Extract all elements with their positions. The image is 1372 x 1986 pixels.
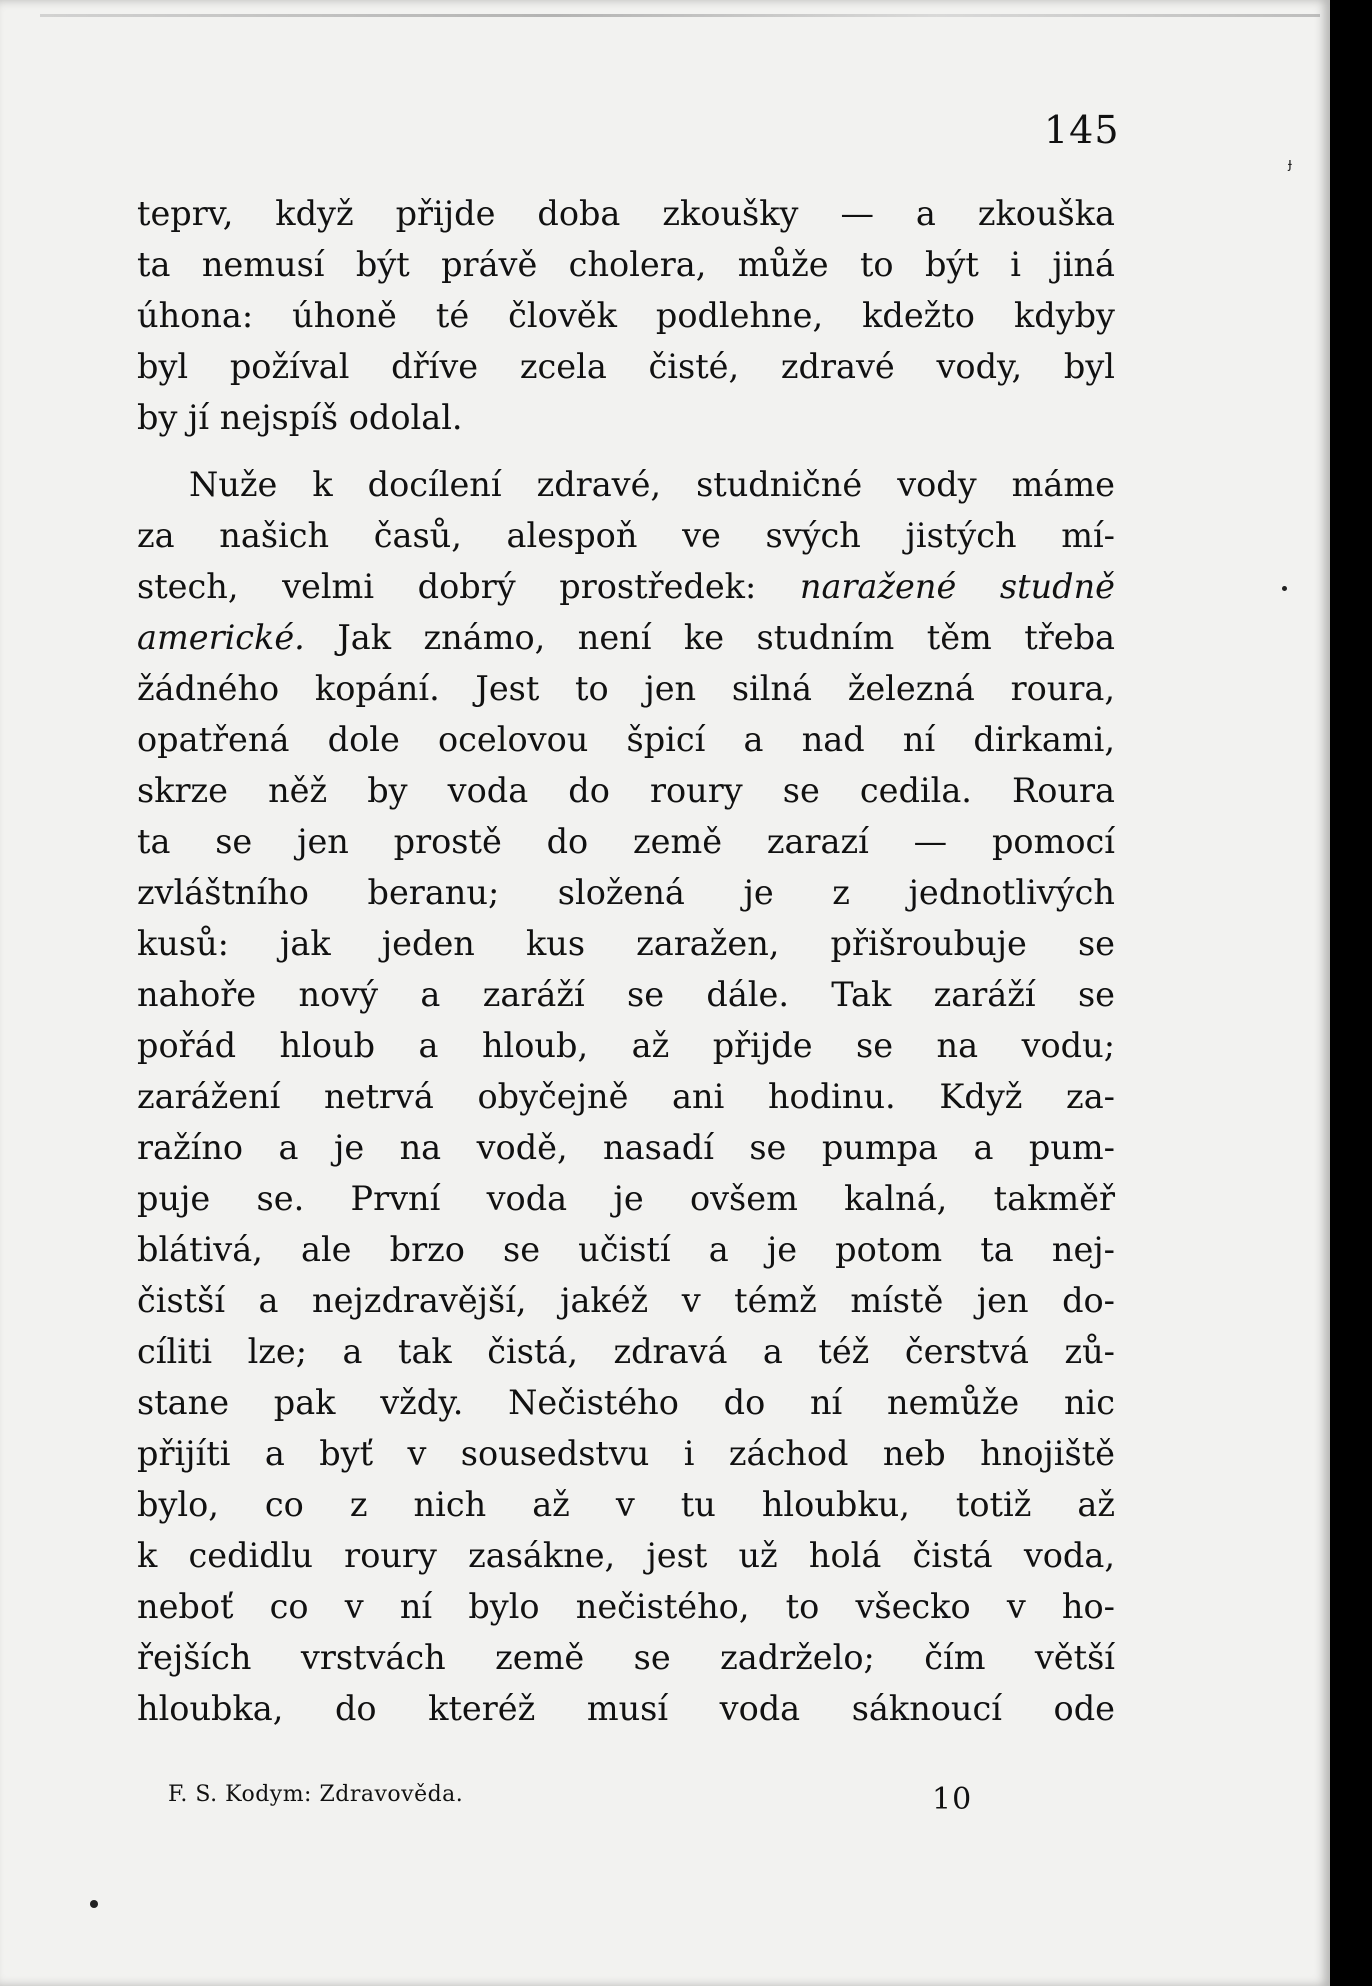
text-line: ta nemusí být právě cholera, může to být i jiná (137, 245, 1115, 284)
body-text (137, 188, 1115, 1734)
signature-mark: 10 (932, 1782, 973, 1817)
text-line (137, 561, 1115, 612)
text-line: ta se jen prostě do země zarazí — pomocí (137, 822, 1115, 861)
margin-mark: ɟ (1288, 156, 1292, 172)
text-line: řejších vrstvách země se zadrželo; čím větší (137, 1638, 1115, 1677)
text-line: za našich časů, alespoň ve svých jistých mí- (137, 516, 1115, 555)
text-line: hloubka, do kteréž musí voda sáknoucí ode (137, 1689, 1115, 1728)
page-top-edge (40, 14, 1320, 17)
text-fragment: Jak známo, není ke studním těm třeba (337, 618, 1115, 657)
text-line (137, 612, 1115, 663)
text-line: nahoře nový a zaráží se dále. Tak zaráží se (137, 975, 1115, 1014)
ink-speck (1282, 586, 1287, 591)
text-line: bylo, co z nich až v tu hloubku, totiž až (137, 1485, 1115, 1524)
text-line: žádného kopání. Jest to jen silná železná roura, (137, 669, 1115, 708)
text-line: teprv, když přijde doba zkoušky — a zkouška (137, 194, 1115, 233)
text-line: ražíno a je na vodě, nasadí se pumpa a pum- (137, 1128, 1115, 1167)
text-line: zarážení netrvá obyčejně ani hodinu. Když za- (137, 1077, 1115, 1116)
ink-speck (90, 1900, 98, 1908)
text-line: pořád hloub a hloub, až přijde se na vodu; (137, 1026, 1115, 1065)
text-line: byl požíval dříve zcela čisté, zdravé vody, byl (137, 347, 1115, 386)
text-line: kusů: jak jeden kus zaražen, přišroubuje se (137, 924, 1115, 963)
text-line: opatřená dole ocelovou špicí a nad ní dirkami, (137, 720, 1115, 759)
text-line: k cedidlu roury zasákne, jest už holá čistá voda, (137, 1536, 1115, 1575)
text-line: neboť co v ní bylo nečistého, to všecko v ho- (137, 1587, 1115, 1626)
text-line: přijíti a byť v sousedstvu i záchod neb hnojiště (137, 1434, 1115, 1473)
text-line: by jí nejspíš odolal. (137, 398, 463, 437)
emphasized-term: americké. (137, 618, 305, 657)
page-number: 145 (1044, 108, 1120, 152)
text-line: cíliti lze; a tak čistá, zdravá a též čerstvá zů- (137, 1332, 1115, 1371)
text-line: Nuže k docílení zdravé, studničné vody máme (189, 465, 1115, 504)
text-line: čistší a nejzdravější, jakéž v témž místě jen do- (137, 1281, 1115, 1320)
text-fragment: stech, velmi dobrý prostředek: (137, 567, 757, 606)
footer-author: F. S. Kodym: Zdravověda. (168, 1782, 464, 1807)
text-line: puje se. První voda je ovšem kalná, takměř (137, 1179, 1115, 1218)
text-line: blátivá, ale brzo se učistí a je potom ta nej- (137, 1230, 1115, 1269)
emphasized-term: naražené studně (799, 567, 1115, 606)
text-line: zvláštního beranu; složená je z jednotlivých (137, 873, 1115, 912)
text-line: úhona: úhoně té člověk podlehne, kdežto kdyby (137, 296, 1115, 335)
text-line: skrze něž by voda do roury se cedila. Roura (137, 771, 1115, 810)
text-line: stane pak vždy. Nečistého do ní nemůže nic (137, 1383, 1115, 1422)
